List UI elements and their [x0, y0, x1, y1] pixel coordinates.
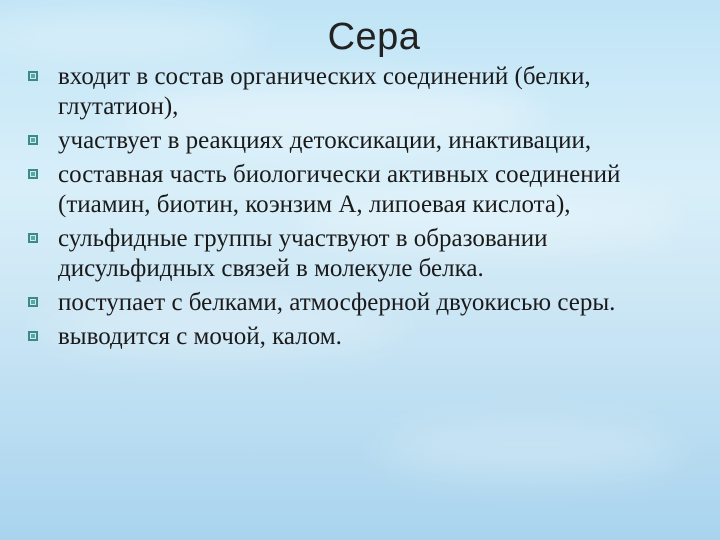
square-bullet-icon [28, 126, 58, 145]
list-item [28, 126, 698, 156]
list-item [28, 288, 698, 318]
bullet-list [28, 62, 698, 356]
list-item [28, 224, 698, 284]
square-bullet-icon [28, 288, 58, 307]
bullet-text: участвует в реакциях детоксикации, инактивации, [58, 127, 592, 154]
bullet-text: составная часть биологически активных соединений (тиамин, биотин, коэнзим А, липоевая кислота), [58, 161, 621, 218]
list-item [28, 322, 698, 352]
list-item [28, 62, 698, 122]
slide-title: Сера [327, 16, 421, 58]
square-bullet-icon [28, 62, 58, 81]
bullet-text: выводится с мочой, калом. [58, 323, 342, 350]
list-item [28, 160, 698, 220]
square-bullet-icon [28, 224, 58, 243]
bullet-text: поступает с белками, атмосферной двуокисью серы. [58, 289, 616, 316]
bullet-text: сульфидные группы участвуют в образовании дисульфидных связей в молекуле белка. [58, 225, 548, 282]
bullet-text: входит в состав органических соединений (белки, глутатион), [58, 63, 591, 120]
square-bullet-icon [28, 160, 58, 179]
background-cloud [380, 420, 680, 480]
square-bullet-icon [28, 322, 58, 341]
